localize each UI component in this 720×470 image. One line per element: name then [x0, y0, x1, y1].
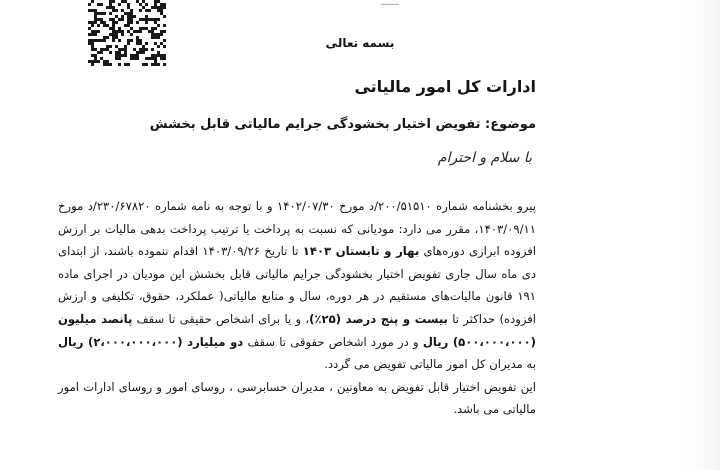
letter-addressee: ادارات کل امور مالیاتی	[354, 77, 536, 96]
p1-bold-natural-cap: پانصد میلیون (۵۰۰،۰۰۰،۰۰۰) ریال	[58, 311, 536, 349]
page-edge-shadow	[680, 0, 720, 470]
faint-header-text: ـــــ	[381, 0, 399, 8]
p1-bold-percent: بیست و پنج درصد (۲۵٪)	[309, 311, 448, 326]
p1-text-a: پیرو بخشنامه شماره ۲۰۰/۵۱۵۱۰/د مورخ ۱۴۰۲/۰۷/۳۰ و با توجه به نامه شماره ۲۳۰/۶۷۸۲۰/د مورخ ۱۴۰۳/۰۹/۱۱، مقرر می دارد: مودیانی که نسبت به پرداخت یا ترتیب پرداخت بدهی مالیات بر ارزش افزوده ابرازی دوره‌های	[58, 199, 536, 259]
p1-text-e: ، و یا برای اشخاص حقیقی تا سقف	[132, 311, 310, 326]
letter-subject: موضوع: تفویض اختیار بخشودگی جرایم مالیاتی قابل بخشش	[149, 117, 536, 132]
body-paragraph-1	[58, 195, 536, 376]
bismillah-heading: بسمه تعالی	[325, 36, 395, 50]
body-paragraph-2: این تفویض اختیار قابل تفویض به معاونین ، مدیران حسابرسی ، روسای امور و روسای ادارات امور مالیاتی می باشد.	[58, 379, 536, 417]
p1-text-g: و در مورد اشخاص حقوقی تا سقف	[243, 334, 423, 349]
p1-text-c: تا تاریخ ۱۴۰۳/۰۹/۲۶ اقدام ننموده باشند، از ابتدای دی ماه سال جاری تفویض اختیار بخشودگی جرایم مالیاتی قابل بخشش این مودیان در اجرای ماده ۱۹۱ قانون مالیات‌های مستقیم در هر دوره، سال و منابع مالیاتی( عملکرد، حقوق، تکلیفی و ارزش افزوده) حداکثر تا	[58, 244, 536, 326]
p1-bold-legal-cap: دو میلیارد (۲،۰۰۰،۰۰۰،۰۰۰) ریال	[58, 334, 244, 349]
letter-body	[58, 195, 536, 421]
p1-bold-seasons: بهار و تابستان ۱۴۰۳	[302, 244, 420, 259]
p1-text-i: به مدیران کل امور مالیاتی تفویض می گردد.	[324, 357, 536, 372]
qr-code	[88, 0, 166, 66]
letter-greeting: با سلام و احترام	[437, 150, 532, 166]
